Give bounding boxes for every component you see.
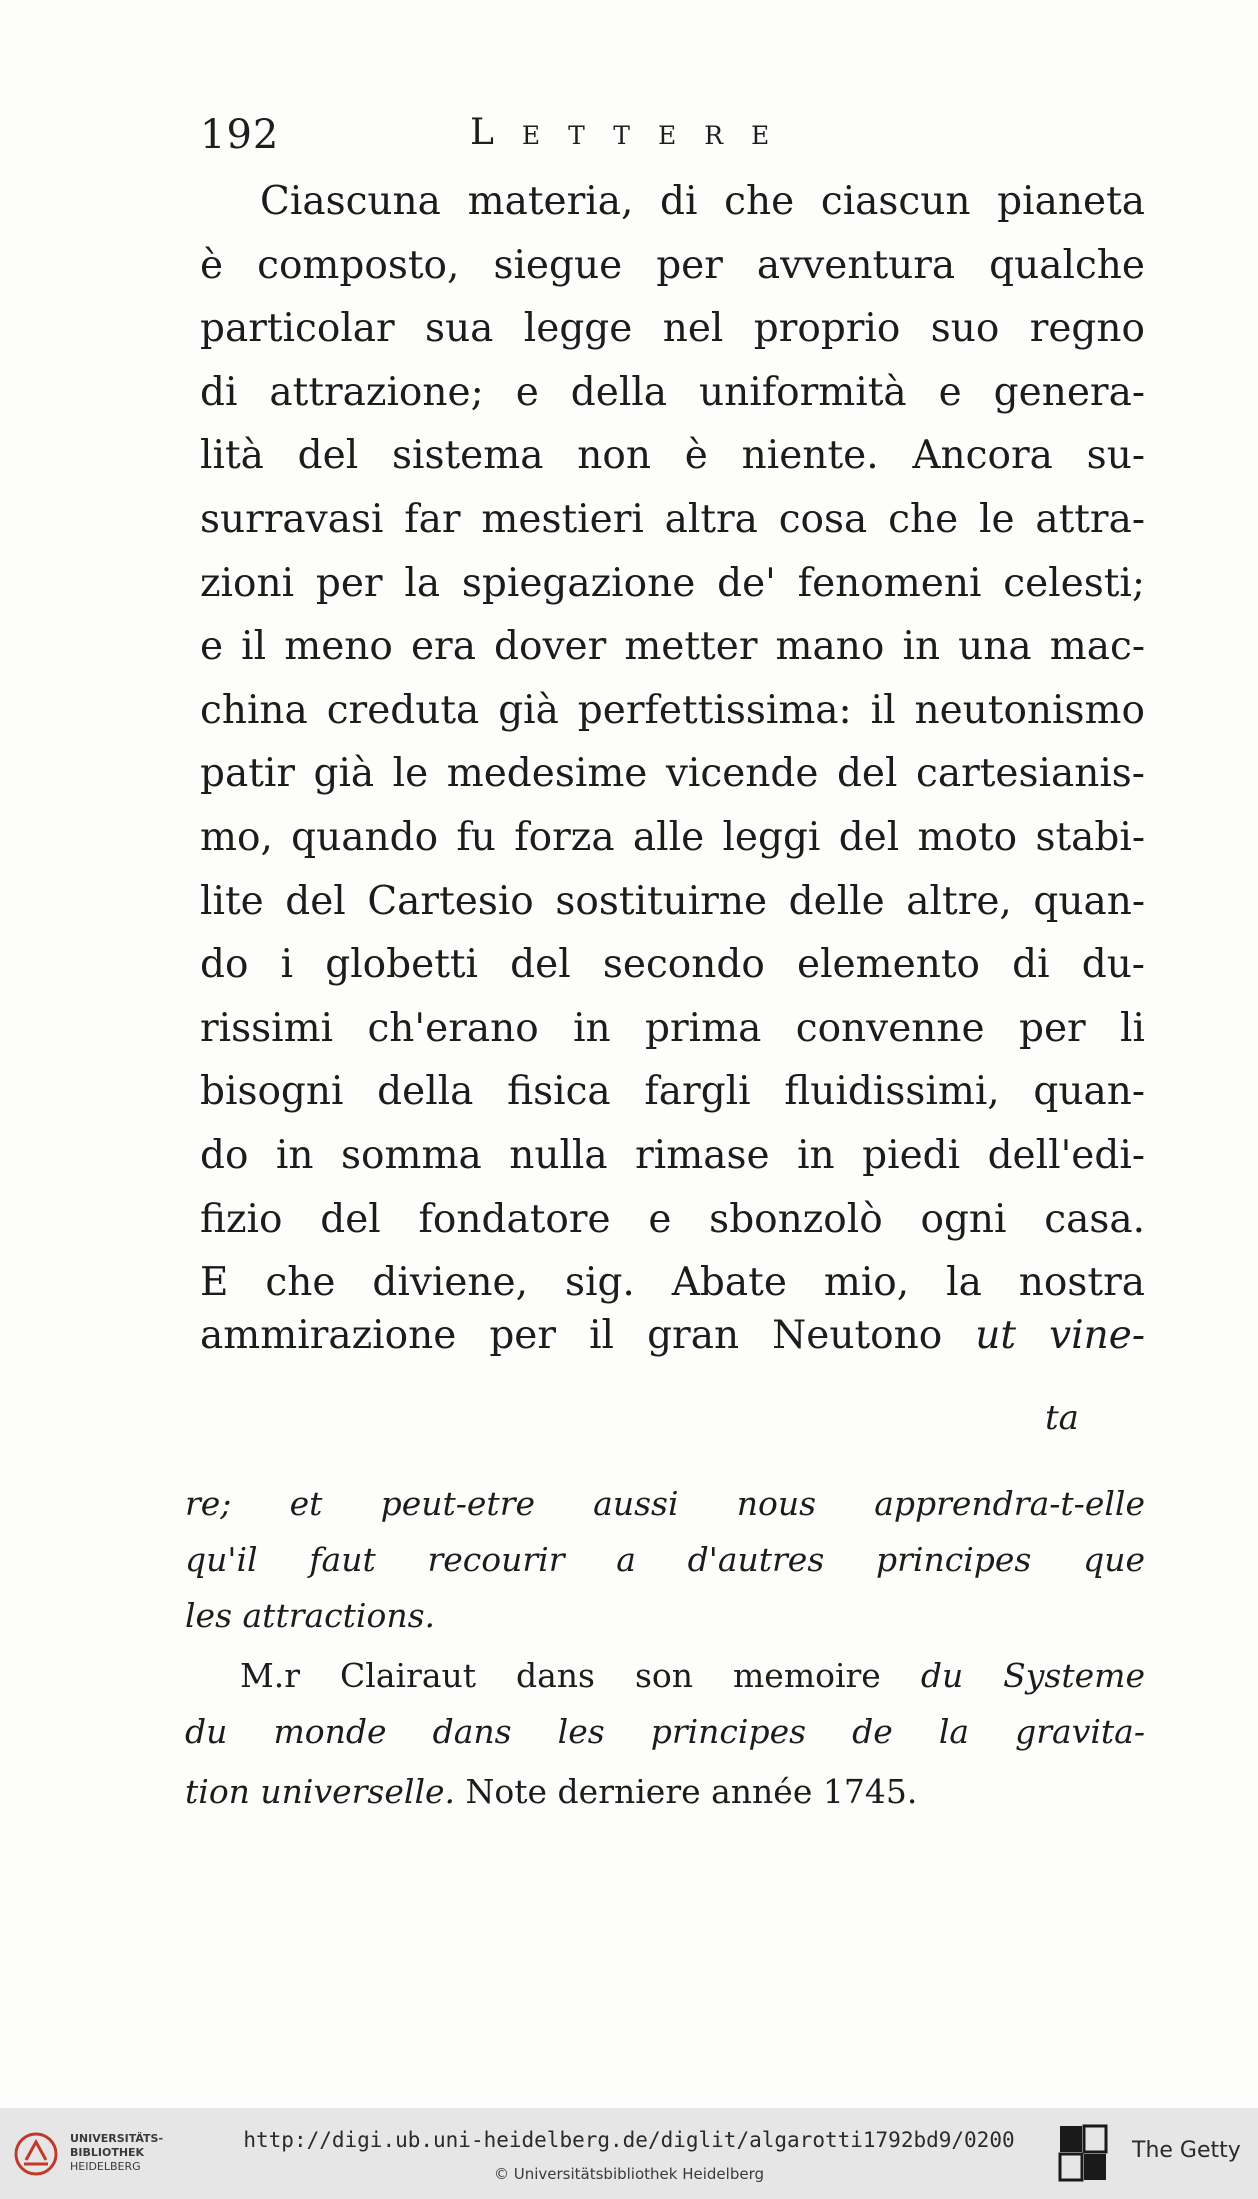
permalink-url[interactable]: http://digi.ub.uni-heidelberg.de/diglit/algarotti1792bd9/0200	[243, 2128, 1015, 2152]
body-line: zioni per la spiegazione de' fenomeni celesti;	[200, 561, 1145, 606]
body-line: do i globetti del secondo elemento di du-	[200, 942, 1145, 987]
body-line: di attrazione; e della uniformità e genera-	[200, 370, 1145, 415]
footnote-line4-roman: M.r Clairaut dans son memoire	[240, 1656, 881, 1695]
running-title: Lettere	[470, 112, 798, 153]
body-line: china creduta già perfettissima: il neutonismo	[200, 688, 1145, 733]
footnote-line	[185, 1772, 1145, 1818]
library-name: UNIVERSITÄTS- BIBLIOTHEK HEIDELBERG	[70, 2132, 164, 2173]
body-line: è composto, siegue per avventura qualche	[200, 243, 1145, 288]
body-line: patir già le medesime vicende del cartesianis-	[200, 751, 1145, 796]
body-line: lità del sistema non è niente. Ancora su-	[200, 433, 1145, 478]
body-line-last-italic: ut vine-	[975, 1313, 1145, 1358]
body-line: do in somma nulla rimase in piedi dell'edi-	[200, 1133, 1145, 1178]
getty-logo-icon	[1058, 2124, 1108, 2182]
body-line: surravasi far mestieri altra cosa che le attra-	[200, 497, 1145, 542]
body-line: mo, quando fu forza alle leggi del moto stabi-	[200, 815, 1145, 860]
running-head	[200, 112, 1160, 172]
body-line: rissimi ch'erano in prima convenne per li	[200, 1006, 1145, 1051]
body-line-last-roman: ammirazione per il gran Neutono	[200, 1313, 943, 1358]
footnote-line: qu'il faut recourir a d'autres principes que	[185, 1540, 1145, 1579]
body-line: fizio del fondatore e sbonzolò ogni casa.	[200, 1197, 1145, 1242]
footnote-line4-italic: du Systeme	[920, 1656, 1145, 1695]
footnote-line6-roman: Note derniere année 1745.	[465, 1772, 918, 1811]
body-line: E che diviene, sig. Abate mio, la nostra	[200, 1260, 1145, 1305]
body-line: bisogni della fisica fargli fluidissimi, quan-	[200, 1069, 1145, 1114]
footnote-line	[240, 1656, 1145, 1702]
partner-name[interactable]: The Getty	[1132, 2138, 1241, 2163]
viewer-footer	[0, 2108, 1258, 2199]
body-line: particolar sua legge nel proprio suo regno	[200, 306, 1145, 351]
body-line: e il meno era dover metter mano in una mac-	[200, 624, 1145, 669]
copyright-notice: © Universitätsbibliothek Heidelberg	[493, 2165, 764, 2183]
footnote-line: les attractions.	[185, 1596, 435, 1635]
footnote-line: re; et peut-etre aussi nous apprendra-t-elle	[185, 1484, 1145, 1523]
body-line: lite del Cartesio sostituirne delle altre, quan-	[200, 879, 1145, 924]
body-line-last	[200, 1314, 1145, 1362]
footnote-line6-italic: tion universelle.	[185, 1772, 456, 1811]
page-number: 192	[200, 112, 280, 158]
footnote-line: du monde dans les principes de la gravita-	[185, 1712, 1145, 1751]
body-line: Ciascuna materia, di che ciascun pianeta	[260, 179, 1145, 224]
catchword: ta	[1045, 1398, 1079, 1438]
